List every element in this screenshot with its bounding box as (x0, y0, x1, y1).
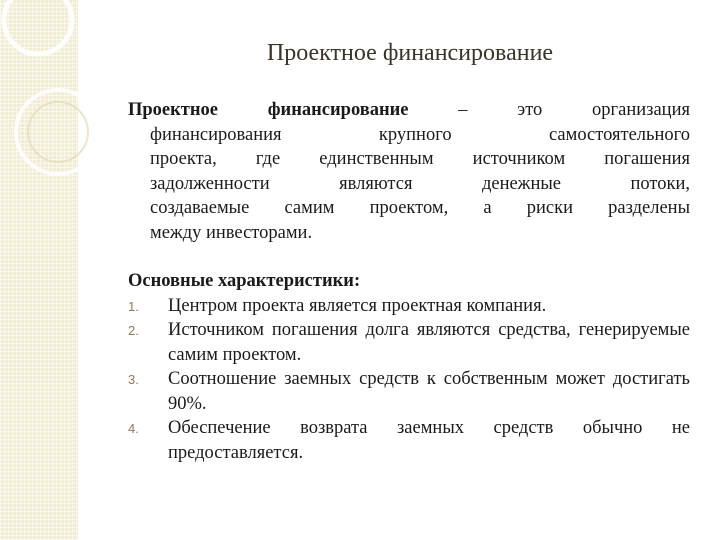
slide-title: Проектное финансирование (266, 40, 554, 66)
definition-line: задолженности являются денежные потоки, (150, 173, 690, 194)
definition-line: Проектное финансирование – это организация (128, 100, 690, 120)
features-list (128, 294, 690, 466)
list-number: 3. (128, 372, 139, 387)
list-number: 2. (128, 323, 139, 338)
list-item (128, 416, 690, 465)
slide-content (128, 98, 690, 465)
list-item (128, 367, 690, 416)
definition-line: проекта, где единственным источником погашения (150, 149, 690, 169)
list-number: 1. (128, 298, 139, 314)
definition-paragraph (128, 98, 690, 245)
list-number: 4. (128, 421, 139, 436)
definition-line: между инвесторами. (150, 222, 313, 243)
list-item (128, 294, 690, 319)
definition-line: финансирования крупного самостоятельного (150, 124, 690, 145)
definition-line: создаваемые самим проектом, а риски разделены (150, 198, 690, 218)
list-item-text: Центром проекта является проектная компания. (168, 295, 547, 316)
list-item-text: Соотношение заемных средств к собственным может достигать 90%. (168, 369, 690, 414)
definition-term: Проектное финансирование (128, 100, 409, 120)
list-item (128, 318, 690, 367)
circle-ornament-icon (0, 0, 110, 230)
list-item-text: Обеспечение возврата заемных средств обычно не предоставляется. (168, 418, 690, 463)
features-heading: Основные характеристики: (128, 271, 361, 291)
list-item-text: Источником погашения долга являются средства, генерируемые самим проектом. (168, 320, 690, 365)
